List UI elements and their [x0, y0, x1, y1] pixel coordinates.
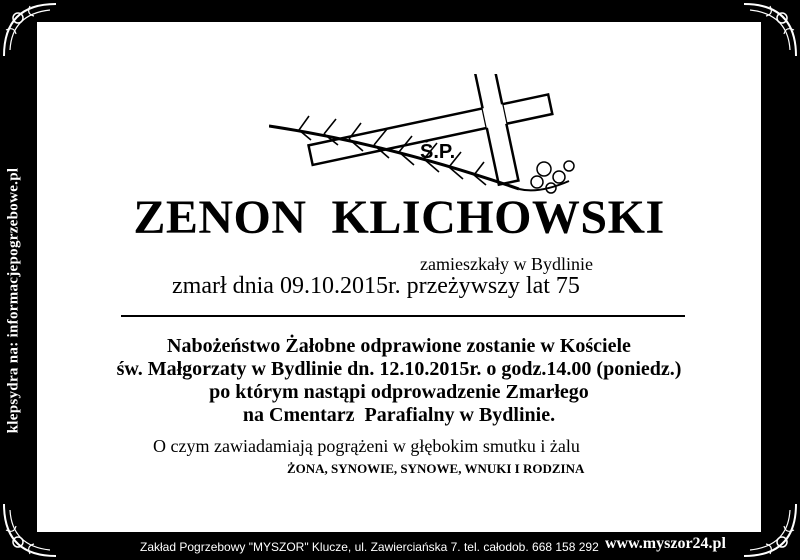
obituary-card: [37, 22, 761, 532]
sp-abbreviation: Ś.P.: [420, 141, 456, 163]
residence-line: zamieszkały w Bydlinie: [420, 254, 593, 274]
deceased-name: ZENON KLICHOWSKI: [133, 191, 665, 244]
cross-and-palm-icon: [269, 74, 599, 199]
announcement-line: św. Małgorzaty w Bydlinie dn. 12.10.2015r. o godz.14.00 (poniedz.): [116, 358, 682, 380]
footer-company: Zakład Pogrzebowy "MYSZOR" Klucze, ul. Zawierciańska 7. tel. całodob. 668 158 292: [140, 540, 599, 554]
announcement-line: Nabożeństwo Żałobne odprawione zostanie w Kościele: [167, 335, 631, 357]
funeral-announcement: [37, 335, 761, 427]
death-date-line: zmarł dnia 09.10.2015r. przeżywszy lat 75: [172, 273, 580, 299]
footer-website: www.myszor24.pl: [605, 535, 726, 552]
inform-line: O czym zawiadamiają pogrążeni w głębokim smutku i żalu: [153, 436, 580, 456]
announcement-line: po którym nastąpi odprowadzenie Zmarłego: [209, 381, 589, 403]
mourners-line: ŻONA, SYNOWIE, SYNOWE, WNUKI I RODZINA: [287, 461, 585, 476]
side-caption-text: klepsydra na: informacjepogrzebowe.pl: [5, 167, 22, 433]
announcement-line: na Cmentarz Parafialny w Bydlinie.: [242, 404, 556, 426]
divider-line: [121, 315, 685, 317]
side-caption: [3, 130, 25, 470]
